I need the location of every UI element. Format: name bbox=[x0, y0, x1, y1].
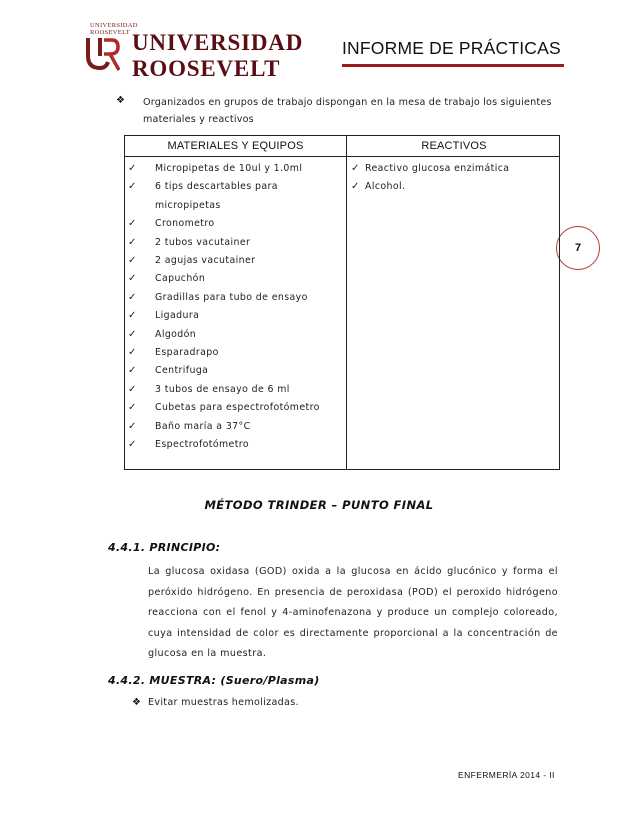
list-item-label: Centrifuga bbox=[155, 365, 209, 377]
list-item bbox=[125, 307, 345, 325]
checkmark-icon: ✓ bbox=[128, 439, 137, 451]
checkmark-icon: ✓ bbox=[128, 218, 137, 230]
list-item-label: Micropipetas de 10ul y 1.0ml bbox=[155, 163, 303, 174]
list-item bbox=[125, 381, 345, 399]
checkmark-icon: ✓ bbox=[351, 181, 360, 193]
list-item bbox=[125, 436, 345, 454]
list-item-label: Gradillas para tubo de ensayo bbox=[155, 291, 308, 303]
list-item bbox=[125, 234, 345, 252]
checkmark-icon: ✓ bbox=[128, 420, 137, 432]
list-item-label: Espectrofotómetro bbox=[155, 439, 249, 451]
checkmark-icon: ✓ bbox=[128, 181, 137, 193]
list-item bbox=[125, 178, 345, 215]
list-item-label: Cronometro bbox=[155, 218, 215, 230]
checkmark-icon: ✓ bbox=[128, 310, 137, 322]
section-4-4-1-heading: 4.4.1. PRINCIPIO: bbox=[108, 541, 221, 554]
materials-list bbox=[125, 160, 345, 455]
list-item bbox=[125, 344, 345, 362]
header-materials: MATERIALES Y EQUIPOS bbox=[167, 140, 304, 152]
list-item bbox=[125, 362, 345, 380]
title-underline bbox=[342, 64, 564, 67]
logo-line-2: ROOSEVELT bbox=[132, 56, 281, 81]
page-number: 7 bbox=[574, 242, 582, 254]
logo-small-text: UNIVERSIDAD ROOSEVELT bbox=[90, 22, 138, 36]
checkmark-icon: ✓ bbox=[128, 365, 137, 377]
checkmark-icon: ✓ bbox=[128, 273, 137, 285]
checkmark-icon: ✓ bbox=[128, 402, 137, 414]
diamond-bullet-icon: ❖ bbox=[132, 697, 141, 708]
checkmark-icon: ✓ bbox=[128, 291, 137, 303]
checkmark-icon: ✓ bbox=[351, 163, 360, 174]
list-item-label: Baño maría a 37°C bbox=[155, 420, 251, 432]
page-number-badge bbox=[556, 226, 600, 270]
logo-line-1: UNIVERSIDAD bbox=[132, 30, 304, 55]
list-item bbox=[125, 160, 345, 178]
list-item bbox=[125, 399, 345, 417]
list-item bbox=[125, 252, 345, 270]
university-crest-icon bbox=[86, 34, 120, 72]
intro-paragraph: Organizados en grupos de trabajo dispongan en la mesa de trabajo los siguientes materiales y reactivos bbox=[143, 97, 552, 125]
list-item bbox=[125, 215, 345, 233]
reagents-list bbox=[349, 160, 559, 197]
list-item bbox=[125, 418, 345, 436]
checkmark-icon: ✓ bbox=[128, 163, 137, 174]
list-item-label: Reactivo glucosa enzimática bbox=[365, 163, 510, 174]
list-item-label: Ligadura bbox=[155, 310, 200, 322]
list-item-label: 2 tubos vacutainer bbox=[155, 236, 251, 248]
list-item-label: Alcohol. bbox=[365, 181, 406, 193]
list-item bbox=[349, 160, 559, 178]
diamond-bullet-icon: ❖ bbox=[116, 95, 125, 106]
footer-text: ENFERMERÍA 2014 - II bbox=[458, 770, 555, 780]
checkmark-icon: ✓ bbox=[128, 328, 137, 340]
checkmark-icon: ✓ bbox=[128, 383, 137, 395]
list-item-label: 3 tubos de ensayo de 6 ml bbox=[155, 383, 290, 395]
checkmark-icon: ✓ bbox=[128, 347, 137, 359]
materials-table bbox=[124, 135, 560, 470]
table-header-row bbox=[125, 136, 559, 157]
checkmark-icon: ✓ bbox=[128, 255, 137, 267]
list-item bbox=[125, 326, 345, 344]
checkmark-icon: ✓ bbox=[128, 236, 137, 248]
list-item bbox=[349, 178, 559, 196]
list-item-label: Cubetas para espectrofotómetro bbox=[155, 402, 320, 414]
method-title: MÉTODO TRINDER – PUNTO FINAL bbox=[204, 498, 434, 512]
list-item-label: Capuchón bbox=[155, 273, 206, 285]
list-item bbox=[125, 289, 345, 307]
header-reagents: REACTIVOS bbox=[421, 140, 487, 152]
list-item bbox=[125, 270, 345, 288]
list-item-label: 2 agujas vacutainer bbox=[155, 255, 256, 267]
list-item-label: 6 tips descartables para micropipetas bbox=[155, 181, 278, 211]
principle-paragraph: La glucosa oxidasa (GOD) oxida a la glucosa en ácido glucónico y forma el peróxido hidrógeno. En presencia de peroxidasa (POD) el peroxido hidrógeno reacciona con el fenol y 4-aminofenazona y produce un complejo coloreado, cuya intensidad de color es directamente proporcional a la concentración de glucosa en la muestra. bbox=[148, 566, 558, 659]
university-logo bbox=[86, 20, 304, 81]
table-column-divider bbox=[346, 136, 347, 469]
report-title: INFORME DE PRÁCTICAS bbox=[342, 38, 561, 58]
list-item-label: Esparadrapo bbox=[155, 347, 219, 359]
sample-note: Evitar muestras hemolizadas. bbox=[148, 697, 299, 708]
list-item-label: Algodón bbox=[155, 328, 197, 340]
section-4-4-2-heading: 4.4.2. MUESTRA: (Suero/Plasma) bbox=[108, 674, 320, 687]
